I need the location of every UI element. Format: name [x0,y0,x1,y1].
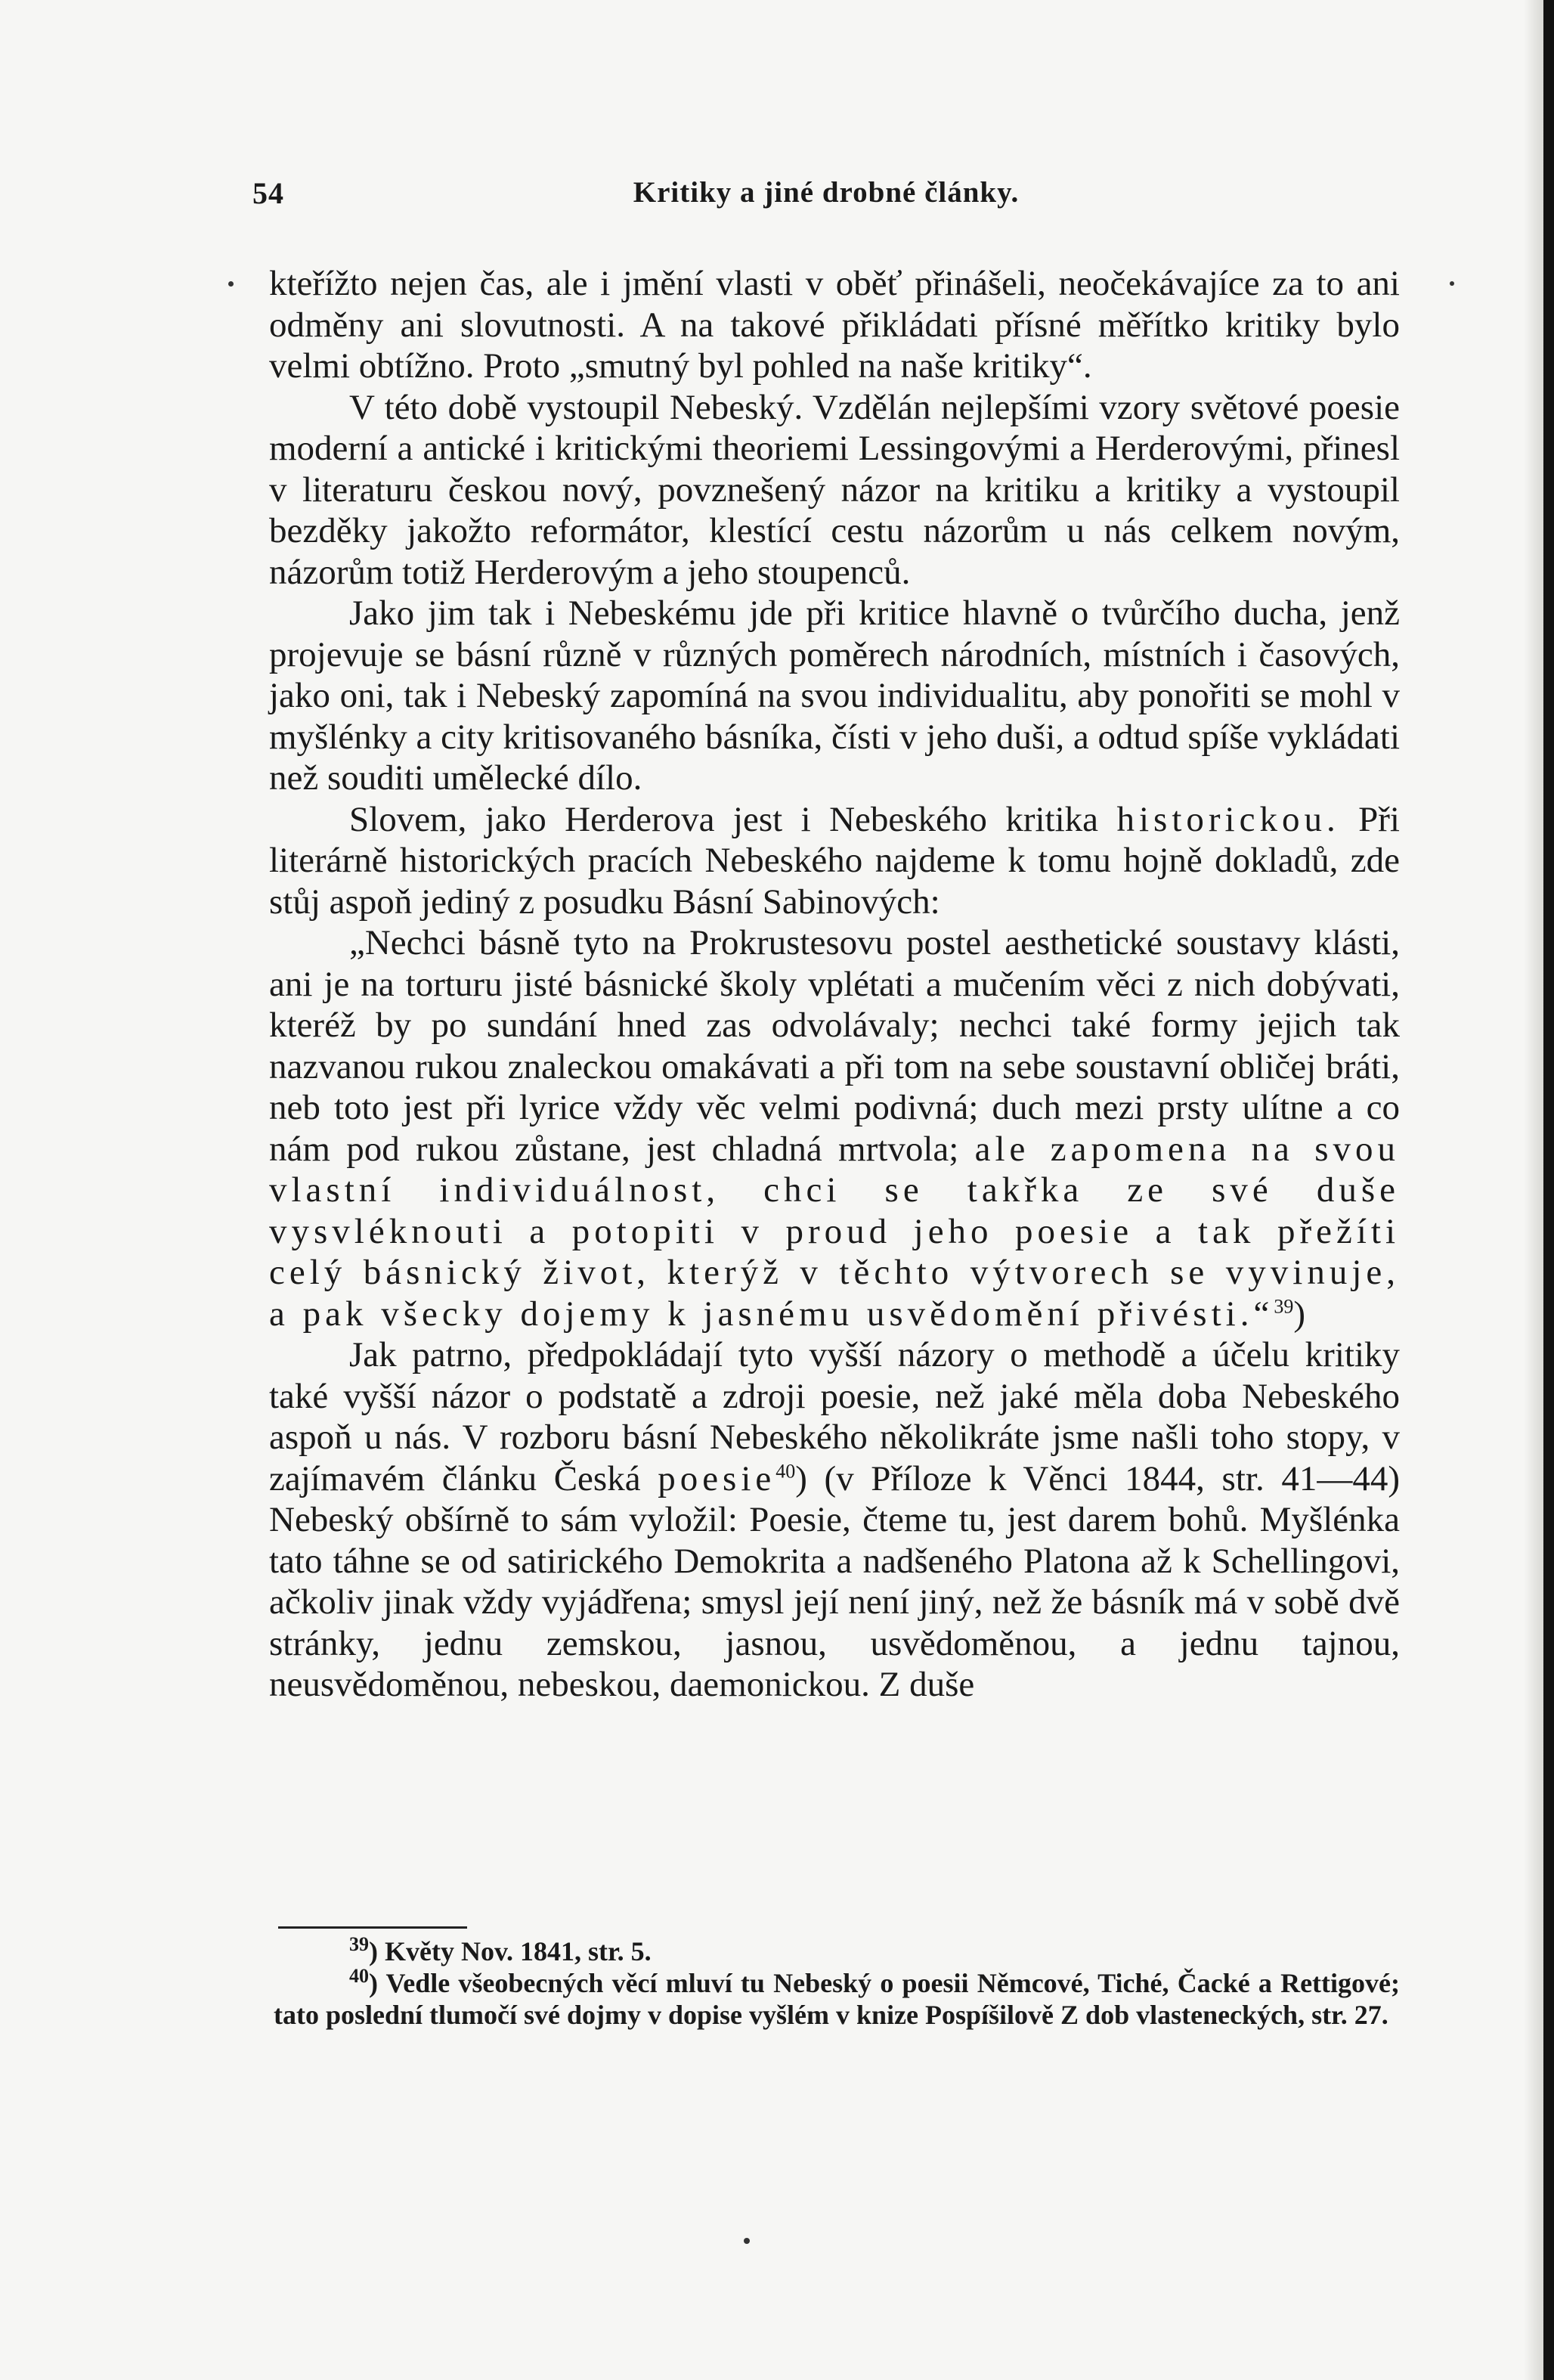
page-number: 54 [252,176,284,210]
footnote-39 [274,1935,1400,1967]
footnote-ref-39: 39 [1274,1294,1294,1317]
text-run: Jak patrno, předpokládají tyto vyšší názory o methodě a účelu kritiky také vyšší názor o podstatě a zdroji poesie, než jaké měla doba Nebeského aspoň u nás. V rozboru básní Nebeského několikráte jsme našli toho stopy, v zajímavém článku [269,1335,1400,1498]
footnote-text: ) Vedle všeobecných věcí mluví tu Nebeský o poesii Němcové, Tiché, Čacké a Rettigové; tato poslední tlumočí své dojmy v dopise vyšlém v knize Pospíšilově Z dob vlasteneckých, str. 27. [274,1968,1400,2030]
footnote-text: ) Květy Nov. 1841, str. 5. [369,1936,652,1966]
footnotes [274,1935,1400,2031]
footnote-mark: 40 [349,1965,369,1987]
emphasis-spaced: historickou. [1116,799,1340,839]
paragraph-continuation: kteřížto nejen čas, ale i jmění vlasti v oběť přinášeli, neočekávajíce za to ani odměny ani slovutnosti. A na takové přikládati přísné měřítko kritiky bylo velmi obtížno. Proto „smutný byl pohled na naše kritiky“. [269,264,1400,386]
page-edge-shadow [1524,0,1543,2380]
paragraph-poetry-source [269,1334,1400,1706]
text-run: Při literárně historických pracích Nebeského najdeme k tomu hojně dokladů, zde stůj aspoň jediný z posudku Básní Sabinových: [269,799,1400,922]
quotation-paragraph [269,922,1400,1334]
article-title: Česká [553,1458,658,1498]
quote-emphasis-spaced: ale zapomena na svou vlastní individuálnost, chci se takřka ze své duše vysvléknouti a potopiti v proud jeho poesie a tak přežíti celý básnický život, kterýž v těchto výtvorech se vyvinuje, a pak všecky dojemy k jasnému usvědomění přivésti.“ [269,1129,1401,1334]
footnote-divider [278,1926,467,1929]
text-run: ) [1293,1294,1305,1334]
page-header [252,175,1400,221]
paragraph-creative-spirit: Jako jim tak i Nebeskému jde při kritice hlavně o tvůrčího ducha, jenž projevuje se básní různě v různých poměrech národních, místních i časových, jako oni, tak i Nebeský zapomíná na svou individualitu, aby ponořiti se mohl v myšlénky a city kritisovaného básníka, čísti v jeho duši, a odtud spíše vykládati než souditi umělecké dílo. [269,593,1400,798]
footnote-ref-40: 40 [775,1459,796,1482]
footnote-40 [274,1967,1400,2031]
text-run: Slovem, jako Herderova jest i Nebeského kritika [349,799,1117,839]
text-run: ) (v Příloze k Věnci 1844, str. 41—44) Nebeský obšírně to sám vyložil: Poesie, čteme tu, jest darem bohů. Myšlénka tato táhne se od satirického Demokrita a nadšeného Platona až k Schellingovi, ačkoliv jinak vždy vyjádřena; smysl její není jiný, než že básník má v sobě dvě stránky, jednu zemskou, jasnou, usvědoměnou, a jednu tajnou, neusvědoměnou, nebeskou, daemonickou. Z duše [269,1458,1400,1704]
speck [1450,281,1454,286]
running-head: Kritiky a jiné drobné články. [633,176,1020,209]
paragraph-nebesky-appears: V této době vystoupil Nebeský. Vzdělán nejlepšími vzory světové poesie moderní a antické i kritickými theoriemi Lessingovými a Herderovými, přinesl v literaturu českou nový, povznešený názor na kritiku a kritiky a vystoupil bezděky jakožto reformátor, klestící cestu názorům u nás celkem novým, názorům totiž Herderovým a jeho stoupenců. [269,387,1400,592]
article-title-spaced: poesie [658,1458,776,1498]
page-edge [1543,0,1554,2380]
body-text [269,263,1400,1706]
paragraph-historical-criticism [269,799,1400,923]
footnote-mark: 39 [349,1933,369,1955]
speck [744,2238,750,2244]
quote-text: „Nechci básně tyto na Prokrustesovu postel aesthetické soustavy klásti, ani je na torturu jisté básnické školy vplétati a mučením věci z nich dobývati, kteréž by po sundání hned zas odvolávaly; nechci také formy jejich tak nazvanou rukou znaleckou omakávati a při tom na sebe soustavní obličej bráti, neb toto jest při lyrice vždy věc velmi podivná; duch mezi prsty ulítne a co nám pod rukou zůstane, jest chladná mrtvola; [269,923,1400,1169]
speck [228,281,234,287]
